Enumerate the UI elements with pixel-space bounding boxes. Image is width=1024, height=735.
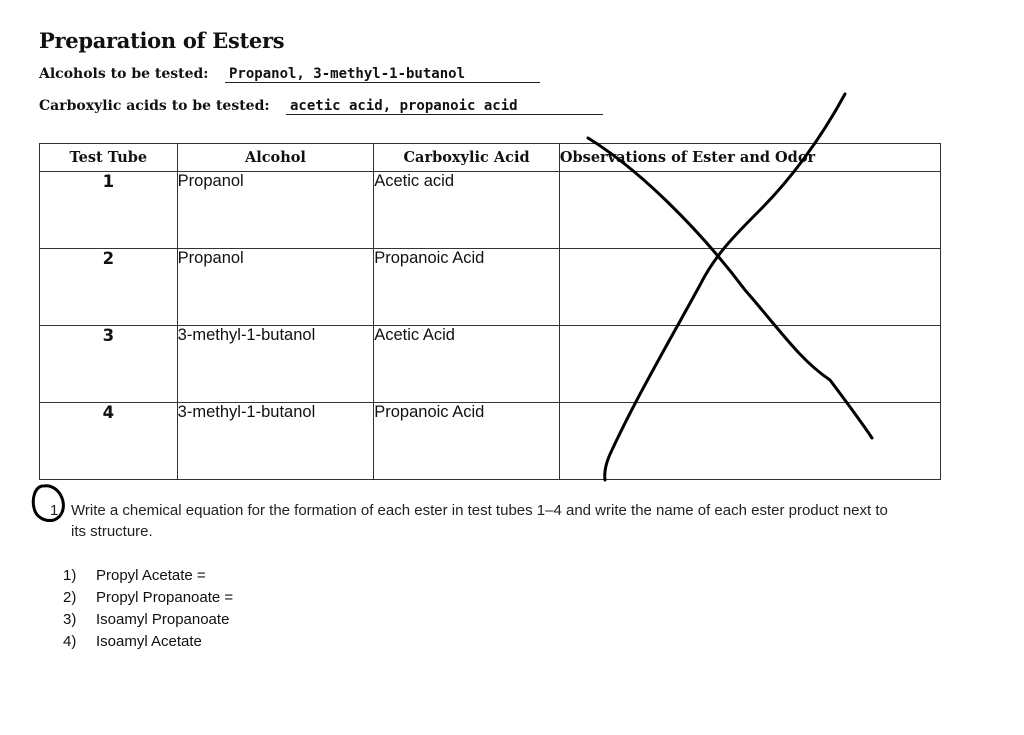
- answer-number: 1): [63, 567, 77, 584]
- table-row: [40, 249, 941, 326]
- alcohols-label: Alcohols to be tested:: [39, 66, 209, 82]
- header-alcohol: Alcohol: [177, 144, 374, 172]
- table-row: [40, 403, 941, 480]
- header-observations: Observations of Ester and Odor: [559, 144, 940, 172]
- ester-table: [39, 143, 941, 480]
- acids-value: acetic acid, propanoic acid: [286, 98, 603, 115]
- list-item: [63, 631, 233, 653]
- table-header-row: [40, 144, 941, 172]
- answer-text: Isoamyl Acetate: [96, 633, 202, 650]
- page-title: Preparation of Esters: [39, 28, 285, 53]
- header-carboxylic-acid: Carboxylic Acid: [374, 144, 560, 172]
- tube-number: 4: [40, 403, 178, 480]
- acid-cell: Propanoic Acid: [374, 403, 560, 480]
- tube-number: 1: [40, 172, 178, 249]
- answer-number: 3): [63, 611, 77, 628]
- question-number: 1.: [50, 502, 63, 519]
- answer-number: 4): [63, 633, 77, 650]
- answer-text: Propyl Propanoate =: [96, 589, 234, 606]
- table-row: [40, 172, 941, 249]
- tube-number: 3: [40, 326, 178, 403]
- observation-cell[interactable]: [559, 249, 940, 326]
- answer-text: Propyl Acetate =: [96, 567, 206, 584]
- answer-list: [63, 565, 233, 653]
- observation-cell[interactable]: [559, 172, 940, 249]
- header-test-tube: Test Tube: [40, 144, 178, 172]
- observation-cell[interactable]: [559, 326, 940, 403]
- observation-cell[interactable]: [559, 403, 940, 480]
- acid-cell: Acetic acid: [374, 172, 560, 249]
- alcohol-cell: Propanol: [177, 172, 374, 249]
- alcohol-cell: 3-methyl-1-butanol: [177, 403, 374, 480]
- list-item: [63, 587, 233, 609]
- alcohols-field: [39, 66, 466, 82]
- acids-label: Carboxylic acids to be tested:: [39, 98, 270, 114]
- alcohol-cell: Propanol: [177, 249, 374, 326]
- acid-cell: Acetic Acid: [374, 326, 560, 403]
- alcohol-cell: 3-methyl-1-butanol: [177, 326, 374, 403]
- list-item: [63, 565, 233, 587]
- question-text: Write a chemical equation for the formation of each ester in test tubes 1–4 and write the name of each ester product next to its structure.: [71, 502, 888, 540]
- table-row: [40, 326, 941, 403]
- acid-cell: Propanoic Acid: [374, 249, 560, 326]
- acids-field: [39, 98, 518, 114]
- answer-text: Isoamyl Propanoate: [96, 611, 230, 628]
- question-1: [50, 500, 901, 542]
- list-item: [63, 609, 233, 631]
- tube-number: 2: [40, 249, 178, 326]
- alcohols-value: Propanol, 3-methyl-1-butanol: [225, 66, 540, 83]
- answer-number: 2): [63, 589, 77, 606]
